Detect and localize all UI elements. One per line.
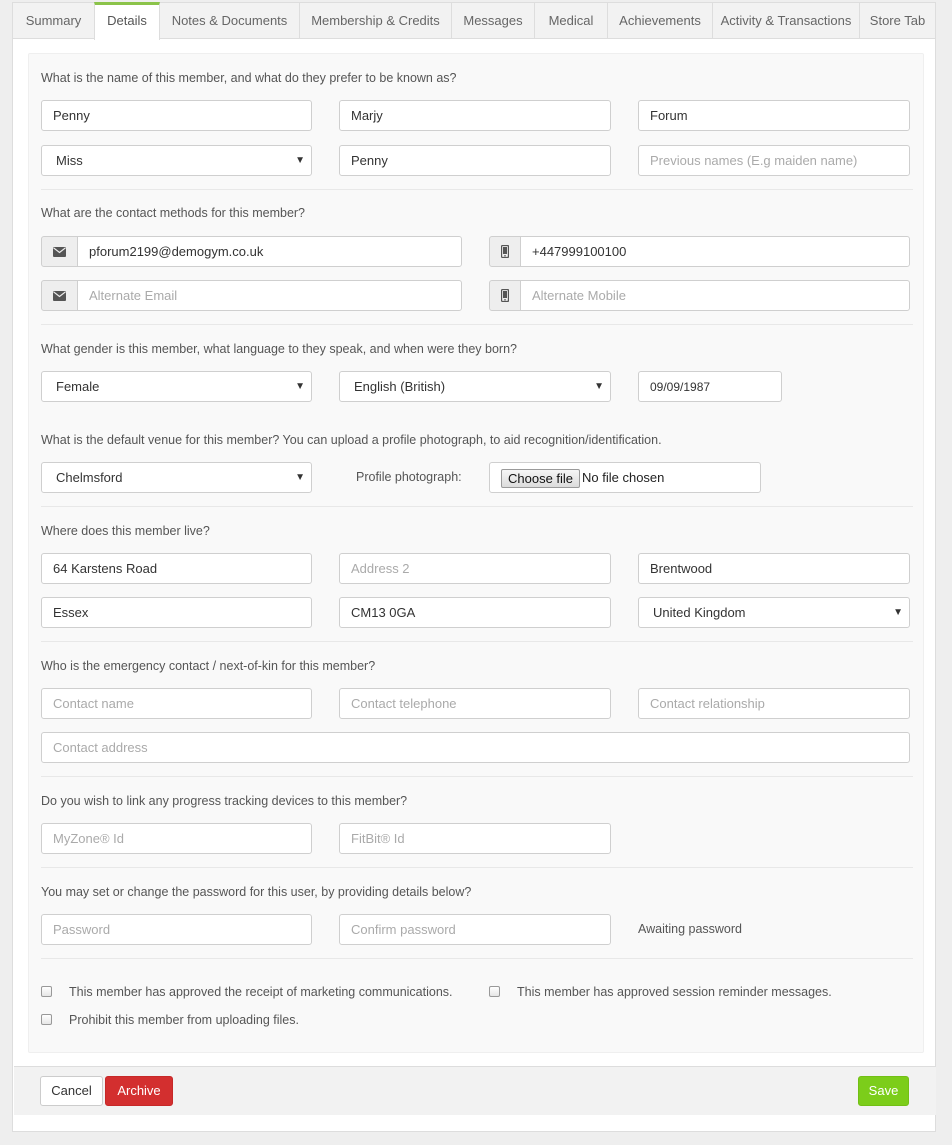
address-question: Where does this member live? <box>41 524 210 538</box>
country-select-value: United Kingdom <box>653 605 746 620</box>
prohibit-uploads-checkbox-label: Prohibit this member from uploading files. <box>69 1013 299 1027</box>
divider <box>41 324 913 325</box>
password-question: You may set or change the password for this user, by providing details below? <box>41 885 472 899</box>
divider <box>41 189 913 190</box>
tab-store[interactable]: Store Tab <box>859 2 936 39</box>
emergency-relationship-field[interactable] <box>638 688 910 719</box>
cancel-button[interactable]: Cancel <box>40 1076 103 1106</box>
prohibit-uploads-checkbox[interactable] <box>41 1014 52 1025</box>
town-field[interactable] <box>638 553 910 584</box>
venue-question: What is the default venue for this member? You can upload a profile photograph, to aid recognition/identification. <box>41 433 662 447</box>
emergency-question: Who is the emergency contact / next-of-kin for this member? <box>41 659 376 673</box>
gender-question: What gender is this member, what language to they speak, and when were they born? <box>41 342 517 356</box>
profile-photo-label: Profile photograph: <box>356 470 462 484</box>
address1-field[interactable] <box>41 553 312 584</box>
details-form <box>28 53 924 1053</box>
address2-field[interactable] <box>339 553 611 584</box>
tab-activity-transactions[interactable]: Activity & Transactions <box>712 2 860 39</box>
tab-messages[interactable]: Messages <box>451 2 535 39</box>
no-file-chosen-text: No file chosen <box>582 470 665 485</box>
divider <box>41 867 913 868</box>
language-select[interactable] <box>339 371 611 402</box>
country-select[interactable] <box>638 597 910 628</box>
save-button[interactable]: Save <box>858 1076 909 1106</box>
name-question: What is the name of this member, and what do they prefer to be known as? <box>41 71 457 85</box>
archive-button[interactable]: Archive <box>105 1076 173 1106</box>
divider <box>41 641 913 642</box>
fitbit-id-field[interactable] <box>339 823 611 854</box>
venue-select[interactable] <box>41 462 312 493</box>
confirm-password-field[interactable] <box>339 914 611 945</box>
password-status: Awaiting password <box>638 922 742 936</box>
tab-bar <box>12 0 936 39</box>
postcode-field[interactable] <box>339 597 611 628</box>
choose-file-button[interactable]: Choose file <box>501 469 580 488</box>
password-field[interactable] <box>41 914 312 945</box>
mobile-addon <box>489 236 521 267</box>
county-field[interactable] <box>41 597 312 628</box>
tab-membership-credits[interactable]: Membership & Credits <box>299 2 452 39</box>
emergency-name-field[interactable] <box>41 688 312 719</box>
envelope-icon <box>53 247 66 257</box>
divider <box>41 506 913 507</box>
chevron-down-icon: ▼ <box>295 472 305 483</box>
chevron-down-icon: ▼ <box>893 607 903 618</box>
mobile-field[interactable] <box>520 236 910 267</box>
devices-question: Do you wish to link any progress tracking devices to this member? <box>41 794 408 808</box>
marketing-checkbox-label: This member has approved the receipt of marketing communications. <box>69 985 453 999</box>
reminders-checkbox-label: This member has approved session reminder messages. <box>517 985 832 999</box>
alt-email-field[interactable] <box>77 280 462 311</box>
language-select-value: English (British) <box>354 379 446 394</box>
last-name-field[interactable] <box>638 100 910 131</box>
envelope-icon <box>53 291 66 301</box>
details-panel <box>12 38 936 1132</box>
tab-achievements[interactable]: Achievements <box>607 2 713 39</box>
tab-notes-documents[interactable]: Notes & Documents <box>159 2 300 39</box>
contact-question: What are the contact methods for this member? <box>41 206 306 220</box>
previous-names-field[interactable] <box>638 145 910 176</box>
dob-field[interactable] <box>638 371 782 402</box>
myzone-id-field[interactable] <box>41 823 312 854</box>
middle-name-field[interactable] <box>339 100 611 131</box>
divider <box>41 958 913 959</box>
gender-select[interactable] <box>41 371 312 402</box>
marketing-checkbox[interactable] <box>41 986 52 997</box>
email-addon <box>41 236 78 267</box>
chevron-down-icon: ▼ <box>594 381 604 392</box>
title-select-value: Miss <box>56 153 83 168</box>
email-field[interactable] <box>77 236 462 267</box>
emergency-telephone-field[interactable] <box>339 688 611 719</box>
chevron-down-icon: ▼ <box>295 381 305 392</box>
alt-email-addon <box>41 280 78 311</box>
alt-mobile-addon <box>489 280 521 311</box>
alt-mobile-field[interactable] <box>520 280 910 311</box>
mobile-phone-icon <box>501 289 509 302</box>
tab-summary[interactable]: Summary <box>12 2 95 39</box>
chevron-down-icon: ▼ <box>295 155 305 166</box>
form-footer <box>14 1066 936 1115</box>
tab-medical[interactable]: Medical <box>534 2 608 39</box>
mobile-phone-icon <box>501 245 509 258</box>
venue-select-value: Chelmsford <box>56 470 123 485</box>
gender-select-value: Female <box>56 379 100 394</box>
title-select[interactable] <box>41 145 312 176</box>
first-name-field[interactable] <box>41 100 312 131</box>
preferred-name-field[interactable] <box>339 145 611 176</box>
emergency-address-field[interactable] <box>41 732 910 763</box>
divider <box>41 776 913 777</box>
tab-details[interactable]: Details <box>94 2 160 40</box>
profile-photo-upload <box>489 462 761 493</box>
reminders-checkbox[interactable] <box>489 986 500 997</box>
